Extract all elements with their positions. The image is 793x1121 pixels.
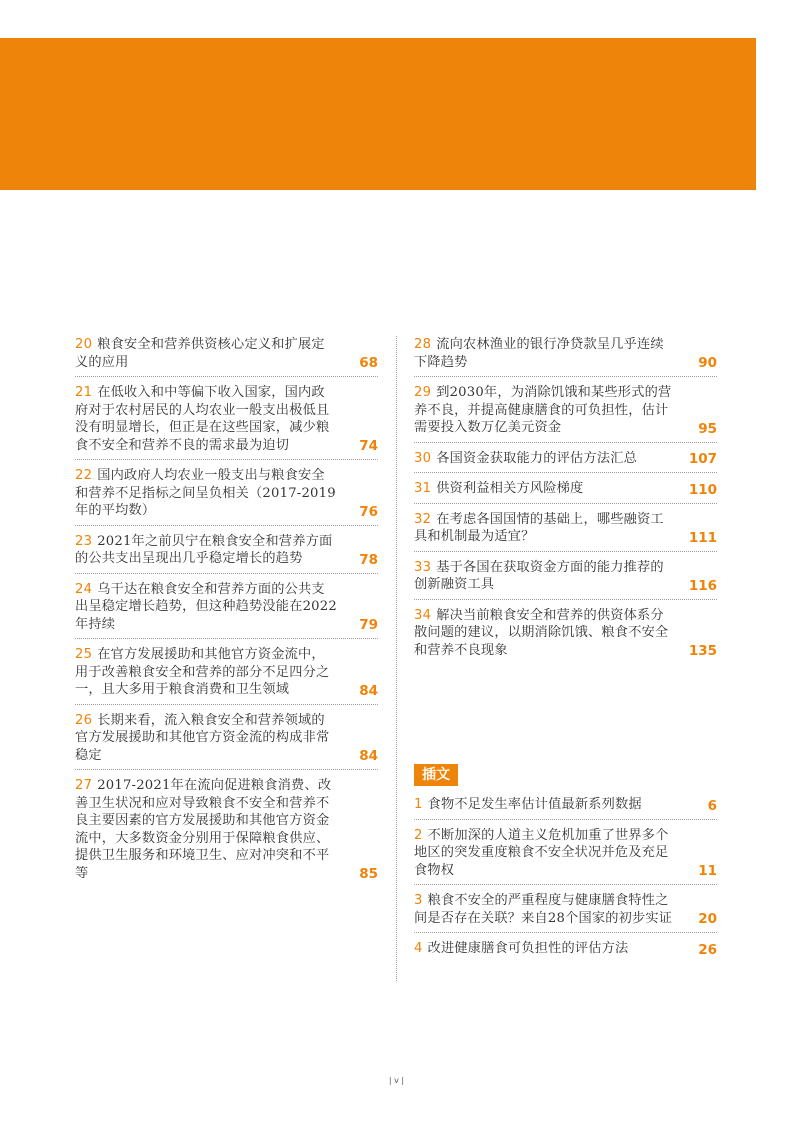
toc-entry[interactable]	[414, 509, 717, 552]
toc-entry[interactable]	[414, 605, 717, 665]
toc-entry-title	[75, 646, 337, 699]
toc-entry-page: 68	[359, 355, 378, 371]
toc-entry[interactable]	[75, 710, 378, 771]
toc-entry[interactable]	[414, 938, 717, 963]
toc-entry-text: 基于各国在获取资金方面的能力推荐的创新融资工具	[414, 559, 664, 592]
toc-entry[interactable]	[414, 890, 717, 933]
toc-entry-text: 不断加深的人道主义危机加重了世界多个地区的突发重度粮食不安全状况并危及充足食物权	[414, 827, 669, 878]
toc-entry[interactable]	[75, 579, 378, 640]
toc-entry-title	[414, 940, 676, 958]
toc-entry-number: 1	[414, 797, 423, 812]
toc-entry-text: 流向农林渔业的银行净贷款呈几乎连续下降趋势	[414, 337, 664, 370]
toc-entry-text: 各国资金获取能力的评估方法汇总	[436, 450, 637, 466]
toc-entry-text: 在考虑各国国情的基础上，哪些融资工具和机制最为适宜？	[414, 511, 664, 544]
toc-entry[interactable]	[414, 825, 717, 886]
toc-entry-number: 29	[414, 385, 432, 400]
toc-entry-title	[414, 336, 676, 371]
toc-entry-title	[75, 581, 337, 634]
toc-entry-number: 34	[414, 607, 432, 623]
figures-list-right	[414, 334, 717, 669]
toc-entry-text: 到2030年，为消除饥饿和某些形式的营养不良，并提高健康膳食的可负担性，估计需要投入数万亿美元资金	[414, 385, 672, 435]
toc-entry-title	[75, 384, 337, 454]
toc-entry-text: 粮食不安全的严重程度与健康膳食特性之间是否存在关联？来自28个国家的初步实证	[414, 893, 673, 926]
toc-entry-number: 2	[414, 827, 423, 843]
toc-entry-page: 135	[688, 643, 717, 659]
toc-entry-title	[414, 607, 676, 660]
toc-entry-number: 21	[75, 385, 93, 400]
toc-entry[interactable]	[75, 382, 378, 460]
toc-entry-number: 33	[414, 559, 432, 575]
toc-entry-title	[414, 384, 676, 437]
toc-entry-number: 24	[75, 581, 93, 597]
toc-entry-text: 2017-2021年在流向促进粮食消费、改善卫生状况和应对导致粮食不安全和营养不良主要因素的官方发展援助和其他官方资金流中，大多数资金分别用于保障粮食供应、提供卫生服务和环境卫生、应对冲突和不平等	[75, 778, 332, 881]
toc-entry[interactable]	[414, 478, 717, 504]
toc-entry-number: 28	[414, 337, 432, 352]
boxes-heading: 插文	[414, 764, 458, 786]
toc-entry-text: 长期来看，流入粮食安全和营养领域的官方发展援助和其他官方资金流的构成非常稳定	[75, 712, 330, 763]
toc-entry-title	[75, 712, 337, 765]
toc-entry[interactable]	[414, 557, 717, 600]
header-banner	[0, 38, 756, 190]
toc-entry-title	[75, 467, 337, 520]
toc-entry-text: 2021年之前贝宁在粮食安全和营养方面的公共支出呈现出几乎稳定增长的趋势	[75, 533, 333, 566]
toc-entry-title	[414, 796, 676, 814]
toc-entry-page: 26	[698, 941, 717, 958]
toc-entry-number: 30	[414, 450, 432, 466]
toc-entry-title	[414, 450, 676, 468]
toc-entry-number: 27	[75, 778, 93, 793]
column-divider	[396, 336, 397, 981]
figures-list-left	[75, 334, 378, 892]
toc-entry-title	[75, 533, 337, 568]
toc-entry-number: 25	[75, 647, 93, 662]
boxes-list	[414, 794, 717, 968]
toc-entry-number: 31	[414, 481, 432, 496]
toc-entry[interactable]	[75, 775, 378, 887]
toc-entry-title	[75, 336, 337, 371]
toc-entry-title	[414, 827, 676, 880]
toc-entry-page: 11	[698, 863, 717, 879]
toc-entry-page: 76	[359, 503, 378, 520]
toc-entry-title	[414, 559, 676, 594]
toc-entry-title	[414, 892, 676, 927]
toc-entry-text: 粮食安全和营养供资核心定义和扩展定义的应用	[75, 337, 325, 370]
toc-entry-page: 74	[359, 438, 378, 454]
toc-entry-page: 84	[359, 748, 378, 764]
toc-entry[interactable]	[414, 794, 717, 820]
toc-entry-number: 22	[75, 468, 93, 483]
toc-entry-page: 107	[688, 451, 717, 467]
toc-entry-page: 110	[688, 481, 717, 498]
toc-entry-page: 85	[359, 866, 378, 882]
toc-entry-number: 32	[414, 511, 432, 527]
toc-entry-page: 79	[359, 617, 378, 633]
toc-entry-page: 84	[359, 682, 378, 699]
toc-entry-page: 78	[359, 551, 378, 568]
toc-entry[interactable]	[75, 644, 378, 705]
toc-entry-title	[414, 511, 676, 546]
toc-entry-title	[75, 777, 337, 882]
toc-entry-page: 6	[707, 797, 717, 814]
toc-entry-page: 111	[688, 529, 717, 546]
page-number: | v |	[388, 1076, 405, 1085]
toc-entry-page: 95	[698, 420, 717, 437]
toc-entry-text: 在低收入和中等偏下收入国家，国内政府对于农村居民的人均农业一般支出极低且没有明显增长，但正是在这些国家，减少粮食不安全和营养不良的需求最为迫切	[75, 385, 330, 453]
toc-entry-number: 26	[75, 712, 93, 728]
toc-entry-text: 乌干达在粮食安全和营养方面的公共支出呈稳定增长趋势，但这种趋势没能在2022年持续	[75, 581, 337, 632]
toc-entry-number: 20	[75, 337, 93, 352]
toc-entry-text: 解决当前粮食安全和营养的供资体系分散问题的建议，以期消除饥饿、粮食不安全和营养不良现象	[414, 607, 669, 658]
toc-entry-number: 4	[414, 941, 423, 956]
toc-entry-page: 20	[698, 911, 717, 927]
toc-entry-text: 供资利益相关方风险梯度	[436, 481, 584, 496]
toc-entry-page: 90	[698, 355, 717, 371]
toc-entry-text: 国内政府人均农业一般支出与粮食安全和营养不足指标之间呈负相关（2017-2019年的平均数）	[75, 468, 336, 518]
toc-entry[interactable]	[75, 465, 378, 526]
toc-entry-title	[414, 480, 676, 498]
toc-entry-number: 3	[414, 893, 423, 908]
toc-entry-text: 改进健康膳食可负担性的评估方法	[427, 941, 629, 956]
toc-entry-text: 在官方发展援助和其他官方资金流中，用于改善粮食安全和营养的部分不足四分之一，且大多用于粮食消费和卫生领域	[75, 647, 330, 697]
toc-entry-number: 23	[75, 533, 93, 549]
toc-entry[interactable]	[414, 382, 717, 443]
toc-entry-page: 116	[688, 577, 717, 594]
toc-entry[interactable]	[75, 531, 378, 574]
toc-entry[interactable]	[75, 334, 378, 377]
toc-entry[interactable]	[414, 334, 717, 377]
toc-entry[interactable]	[414, 448, 717, 474]
toc-entry-text: 食物不足发生率估计值最新系列数据	[427, 797, 642, 812]
